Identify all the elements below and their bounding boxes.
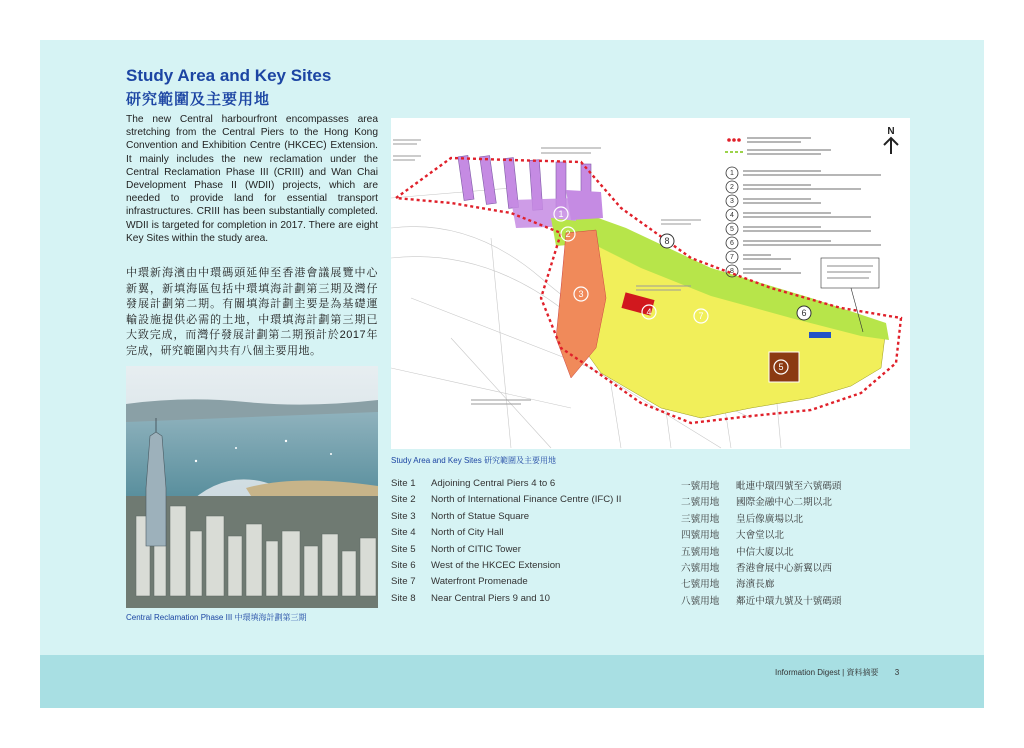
legend-marker-1: 1	[730, 170, 734, 177]
map-marker-1: 1	[558, 209, 564, 219]
site-name-english: North of CITIC Tower	[431, 543, 521, 555]
site-number: Site 3	[391, 510, 416, 522]
legend-marker-3: 3	[730, 198, 734, 205]
site-name-english: West of the HKCEC Extension	[431, 559, 561, 571]
legend-marker-2: 2	[730, 184, 734, 191]
site-number-chinese: 一號用地	[681, 481, 720, 492]
list-item	[391, 511, 861, 527]
page-title: Study Area and Key Sites	[126, 66, 332, 85]
site-name-chinese: 大會堂以北	[736, 530, 784, 542]
legend-marker-8: 8	[730, 268, 734, 275]
footer-title: Information Digest | 資料摘要	[775, 668, 879, 677]
site-number: Site 8	[391, 592, 416, 604]
site-name-chinese: 中信大廈以北	[736, 546, 794, 558]
site-number: Site 4	[391, 527, 416, 539]
key-sites-list	[391, 478, 861, 609]
list-item	[391, 544, 861, 560]
map-marker-3: 3	[578, 289, 584, 299]
site-name-chinese: 鄰近中環九號及十號碼頭	[736, 595, 842, 607]
legend-marker-7: 7	[730, 254, 734, 261]
aerial-photo	[126, 366, 378, 608]
site-name-english: Adjoining Central Piers 4 to 6	[431, 478, 556, 489]
map-marker-4: 4	[646, 307, 652, 317]
map-marker-8: 8	[664, 236, 670, 246]
aerial-photo-illustration	[126, 366, 378, 608]
legend-marker-4: 4	[730, 212, 734, 219]
site-name-english: North of Statue Square	[431, 510, 530, 522]
map-caption: Study Area and Key Sites 研究範圍及主要用地	[391, 456, 556, 465]
page-title-chinese: 研究範圍及主要用地	[126, 91, 271, 108]
intro-paragraph-chinese: 中環新海濱由中環碼頭延伸至香港會議展覽中心新翼，新填海區包括中環填海計劃第三期及灣仔發展計劃第二期。有關填海計劃主要是為基礎運輸設施提供必需的土地，中環填海計劃第三期已大致完成，而灣仔發展計劃第二期預計於2017年完成，研究範圍內共有八個主要用地。	[126, 267, 378, 357]
intro-paragraph-english: The new Central harbourfront encompasses area stretching from the Central Piers to the Hong Kong Convention and Exhibition Centre (HKCEC) Extension. It mainly includes the new reclamation under the Central Reclamation Phase III (CRIII) and Wan Chai Development Phase II (WDII) projects, which are needed to provide land for essential transport infrastructures. CRIII has been substantially completed. WDII is targeted for completion in 2017. There are eight Key Sites within the study area.	[126, 114, 378, 244]
map-marker-5: 5	[778, 362, 784, 372]
site-name-chinese: 皇后像廣場以北	[736, 513, 804, 525]
site-number-chinese: 七號用地	[681, 579, 720, 591]
site-number-chinese: 五號用地	[681, 546, 720, 558]
footer-band	[40, 655, 984, 708]
site-name-english: North of City Hall	[431, 527, 504, 539]
site-number-chinese: 四號用地	[681, 530, 720, 542]
photo-caption: Central Reclamation Phase III 中環填海計劃第三期	[126, 613, 307, 622]
legend-marker-5: 5	[730, 226, 734, 233]
site-name-english: North of International Finance Centre (IFC) II	[431, 494, 622, 506]
list-item	[391, 527, 861, 543]
site-name-english: Near Central Piers 9 and 10	[431, 592, 550, 604]
site-number-chinese: 八號用地	[681, 595, 720, 607]
north-label: N	[887, 126, 895, 137]
site-number: Site 2	[391, 494, 416, 506]
site-number: Site 7	[391, 576, 416, 588]
legend-marker-6: 6	[730, 240, 734, 247]
site-number-chinese: 二號用地	[681, 497, 720, 509]
site-name-chinese: 毗連中環四號至六號碼頭	[736, 481, 842, 492]
site-name-chinese: 國際金融中心二期以北	[736, 497, 832, 509]
site-name-chinese: 海濱長廊	[736, 579, 775, 591]
site-name-chinese: 香港會展中心新翼以西	[736, 562, 832, 574]
footer-label	[775, 667, 899, 678]
list-item	[391, 494, 861, 510]
site-number: Site 5	[391, 543, 416, 555]
list-item	[391, 478, 861, 494]
list-item	[391, 560, 861, 576]
site-number-chinese: 三號用地	[681, 513, 720, 525]
map-marker-7: 7	[698, 311, 704, 321]
site-number: Site 6	[391, 559, 416, 571]
list-item	[391, 576, 861, 592]
page-number: 3	[894, 668, 900, 677]
site-name-english: Waterfront Promenade	[431, 576, 528, 588]
study-area-map-drawing	[391, 118, 910, 449]
site-number: Site 1	[391, 478, 416, 489]
study-area-map	[391, 118, 910, 449]
list-item	[391, 593, 861, 609]
site-number-chinese: 六號用地	[681, 562, 720, 574]
map-marker-6: 6	[801, 308, 807, 318]
map-marker-2: 2	[565, 229, 571, 239]
